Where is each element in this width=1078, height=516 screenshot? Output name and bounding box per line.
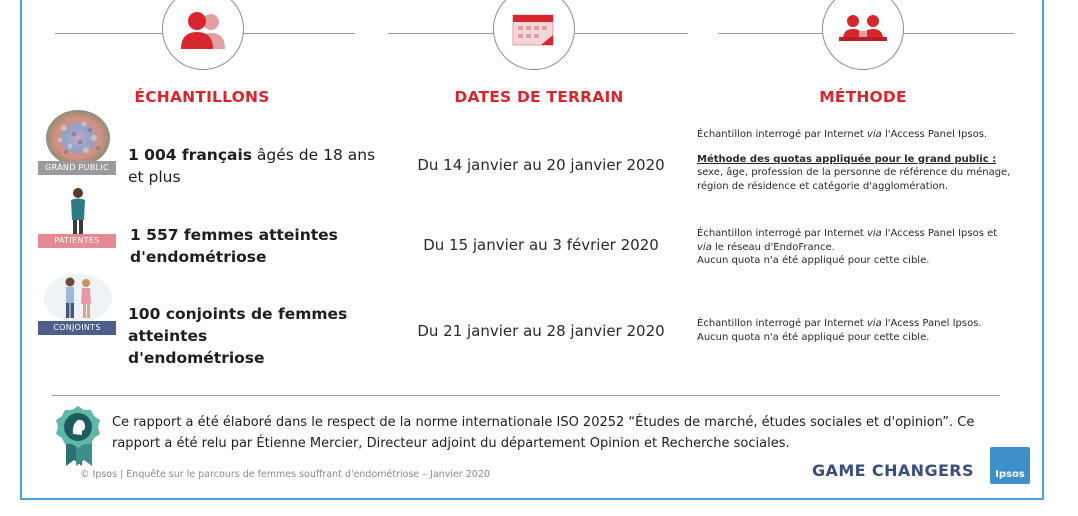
sample-count-conjoints: 100 conjoints de femmes atteintes d'endométriose <box>128 305 348 367</box>
tag-patientes: PATIENTES <box>38 234 116 248</box>
method-patientes: Échantillon interrogé par Internet via l'Access Panel Ipsos et via le réseau d'EndoFrance. Aucun quota n'a été appliqué pour cette cible. <box>697 228 998 266</box>
method-title: MÉTHODE <box>819 88 907 106</box>
iso-note: Ce rapport a été élaboré dans le respect de la norme internationale ISO 20252 “Études de marché, études sociales et d'opinion”. Ce rapport a été relu par Étienne Mercier, Directeur adjoint du département Opinion et Recherche sociales. <box>112 415 975 451</box>
quota-text: sexe, âge, profession de la personne de référence du ménage, région de résidence et catégorie d'agglomération. <box>697 167 1011 192</box>
dates-grand-public: Du 14 janvier au 20 janvier 2020 <box>417 156 665 174</box>
tag-conjoints: CONJOINTS <box>38 321 116 335</box>
samples-title: ÉCHANTILLONS <box>134 88 270 106</box>
sample-text-conjoints <box>128 303 348 369</box>
method-conjoints: Échantillon interrogé par Internet via l'Acess Panel Ipsos. Aucun quota n'a été appliqué pour cette cible. <box>697 318 982 343</box>
sample-desc-grand-public: âgés de 18 ans et plus <box>128 146 376 186</box>
award-badge-icon <box>54 404 102 468</box>
sample-count-grand-public: 1 004 français <box>128 146 252 164</box>
sample-count-patientes: 1 557 femmes atteintes d'endométriose <box>130 226 338 266</box>
dates-conjoints: Du 21 janvier au 28 janvier 2020 <box>417 322 665 340</box>
tag-grand-public: GRAND PUBLIC <box>38 161 116 175</box>
quota-title: Méthode des quotas appliquée pour le grand public : <box>697 153 997 165</box>
dates-title: DATES DE TERRAIN <box>454 88 624 106</box>
couple-image <box>40 272 116 328</box>
footer-divider <box>52 395 1000 396</box>
game-changers-tagline: GAME CHANGERS <box>812 461 974 480</box>
dates-patientes: Du 15 janvier au 3 février 2020 <box>423 236 659 254</box>
method-grand-public: Échantillon interrogé par Internet via l'Access Panel Ipsos. Méthode des quotas appliquée pour le grand public : sexe, âge, profession de la personne de référence du ménage, région de résidence et catégorie d'agglomération. <box>697 128 1037 193</box>
sample-text-grand-public <box>128 144 378 188</box>
crowd-image <box>40 108 116 164</box>
ipsos-logo: Ipsos <box>990 447 1030 484</box>
credits-text: © Ipsos | Enquête sur le parcours de femmes souffrant d'endométriose – Janvier 2020 <box>80 469 490 480</box>
sample-text-patientes <box>130 224 360 268</box>
